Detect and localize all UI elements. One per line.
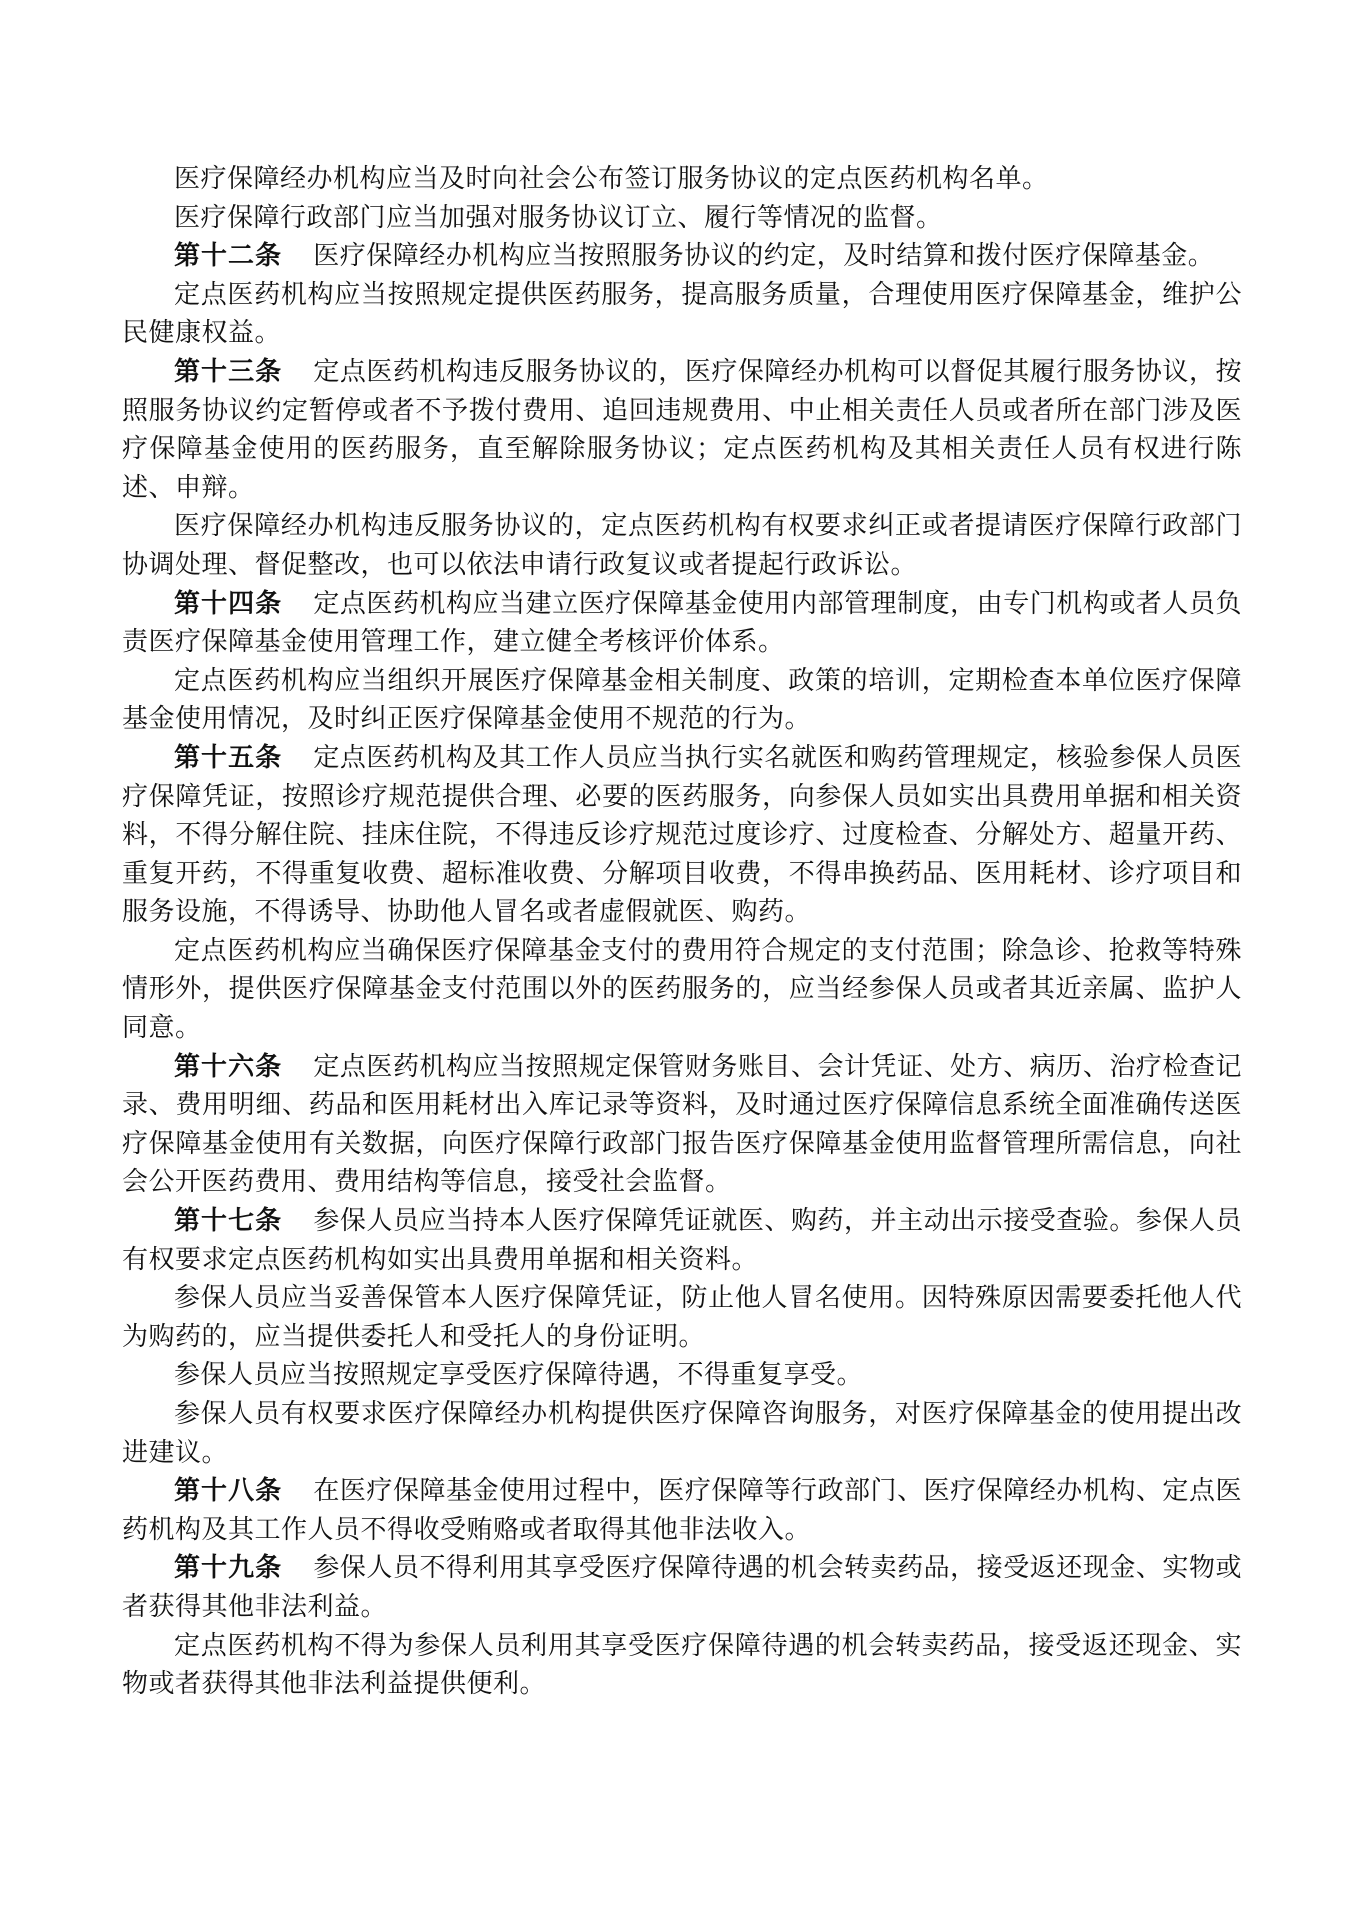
article-12 bbox=[122, 237, 1242, 276]
article-number: 第十六条 bbox=[174, 1051, 283, 1082]
article-14 bbox=[122, 585, 1242, 662]
paragraph-text: 参保人员不得利用其享受医疗保障待遇的机会转卖药品，接受返还现金、实物或者获得其他非法利益。 bbox=[122, 1553, 1242, 1622]
article-number: 第十八条 bbox=[174, 1476, 283, 1507]
paragraph-text: 定点医药机构不得为参保人员利用其享受医疗保障待遇的机会转卖药品，接受返还现金、实物或者获得其他非法利益提供便利。 bbox=[122, 1630, 1242, 1700]
paragraph bbox=[122, 1279, 1242, 1356]
article-number: 第十四条 bbox=[174, 588, 283, 619]
article-15 bbox=[122, 739, 1242, 932]
paragraph-text: 定点医药机构应当确保医疗保障基金支付的费用符合规定的支付范围；除急诊、抢救等特殊情形外，提供医疗保障基金支付范围以外的医药服务的，应当经参保人员或者其近亲属、监护人同意。 bbox=[122, 935, 1242, 1044]
article-18 bbox=[122, 1472, 1242, 1549]
paragraph bbox=[122, 1395, 1242, 1472]
article-number: 第十二条 bbox=[174, 241, 283, 272]
regulation-text bbox=[122, 160, 1242, 1704]
paragraph-text: 参保人员有权要求医疗保障经办机构提供医疗保障咨询服务，对医疗保障基金的使用提出改进建议。 bbox=[122, 1399, 1242, 1468]
paragraph-text: 定点医药机构应当建立医疗保障基金使用内部管理制度，由专门机构或者人员负责医疗保障基金使用管理工作，建立健全考核评价体系。 bbox=[122, 588, 1242, 658]
paragraph bbox=[122, 932, 1242, 1048]
paragraph-text: 医疗保障经办机构应当按照服务协议的约定，及时结算和拨付医疗保障基金。 bbox=[313, 241, 1215, 272]
paragraph-text: 定点医药机构应当按照规定提供医药服务，提高服务质量，合理使用医疗保障基金，维护公民健康权益。 bbox=[122, 279, 1242, 349]
paragraph-text: 参保人员应当妥善保管本人医疗保障凭证，防止他人冒名使用。因特殊原因需要委托他人代为购药的，应当提供委托人和受托人的身份证明。 bbox=[122, 1283, 1242, 1352]
paragraph bbox=[122, 276, 1242, 353]
paragraph-text: 参保人员应当持本人医疗保障凭证就医、购药，并主动出示接受查验。参保人员有权要求定点医药机构如实出具费用单据和相关资料。 bbox=[122, 1206, 1242, 1275]
article-13 bbox=[122, 353, 1242, 507]
paragraph bbox=[122, 199, 1242, 238]
article-number: 第十七条 bbox=[174, 1206, 283, 1237]
paragraph-text: 定点医药机构应当按照规定保管财务账目、会计凭证、处方、病历、治疗检查记录、费用明细、药品和医用耗材出入库记录等资料，及时通过医疗保障信息系统全面准确传送医疗保障基金使用有关数据，向医疗保障行政部门报告医疗保障基金使用监督管理所需信息，向社会公开医药费用、费用结构等信息，接受社会监督。 bbox=[122, 1051, 1242, 1198]
paragraph bbox=[122, 662, 1242, 739]
paragraph-text: 医疗保障经办机构违反服务协议的，定点医药机构有权要求纠正或者提请医疗保障行政部门协调处理、督促整改，也可以依法申请行政复议或者提起行政诉讼。 bbox=[122, 511, 1242, 580]
article-16 bbox=[122, 1048, 1242, 1202]
article-17 bbox=[122, 1202, 1242, 1279]
paragraph-text: 定点医药机构及其工作人员应当执行实名就医和购药管理规定，核验参保人员医疗保障凭证，按照诊疗规范提供合理、必要的医药服务，向参保人员如实出具费用单据和相关资料，不得分解住院、挂床住院，不得违反诊疗规范过度诊疗、过度检查、分解处方、超量开药、重复开药，不得重复收费、超标准收费、分解项目收费，不得串换药品、医用耗材、诊疗项目和服务设施，不得诱导、协助他人冒名或者虚假就医、购药。 bbox=[122, 742, 1242, 928]
article-19 bbox=[122, 1549, 1242, 1626]
article-number: 第十五条 bbox=[174, 742, 283, 773]
paragraph bbox=[122, 1627, 1242, 1704]
article-number: 第十三条 bbox=[174, 356, 283, 387]
paragraph bbox=[122, 507, 1242, 584]
paragraph-text: 定点医药机构违反服务协议的，医疗保障经办机构可以督促其履行服务协议，按照服务协议约定暂停或者不予拨付费用、追回违规费用、中止相关责任人员或者所在部门涉及医疗保障基金使用的医药服务，直至解除服务协议；定点医药机构及其相关责任人员有权进行陈述、申辩。 bbox=[122, 356, 1242, 503]
paragraph-text: 参保人员应当按照规定享受医疗保障待遇，不得重复享受。 bbox=[174, 1360, 864, 1391]
paragraph-text: 医疗保障行政部门应当加强对服务协议订立、履行等情况的监督。 bbox=[174, 202, 943, 233]
paragraph-text: 在医疗保障基金使用过程中，医疗保障等行政部门、医疗保障经办机构、定点医药机构及其工作人员不得收受贿赂或者取得其他非法收入。 bbox=[122, 1476, 1242, 1545]
article-number: 第十九条 bbox=[174, 1553, 283, 1584]
paragraph-text: 定点医药机构应当组织开展医疗保障基金相关制度、政策的培训，定期检查本单位医疗保障基金使用情况，及时纠正医疗保障基金使用不规范的行为。 bbox=[122, 665, 1242, 735]
paragraph-text: 医疗保障经办机构应当及时向社会公布签订服务协议的定点医药机构名单。 bbox=[174, 164, 1049, 194]
paragraph bbox=[122, 1356, 1242, 1395]
paragraph bbox=[122, 160, 1242, 199]
